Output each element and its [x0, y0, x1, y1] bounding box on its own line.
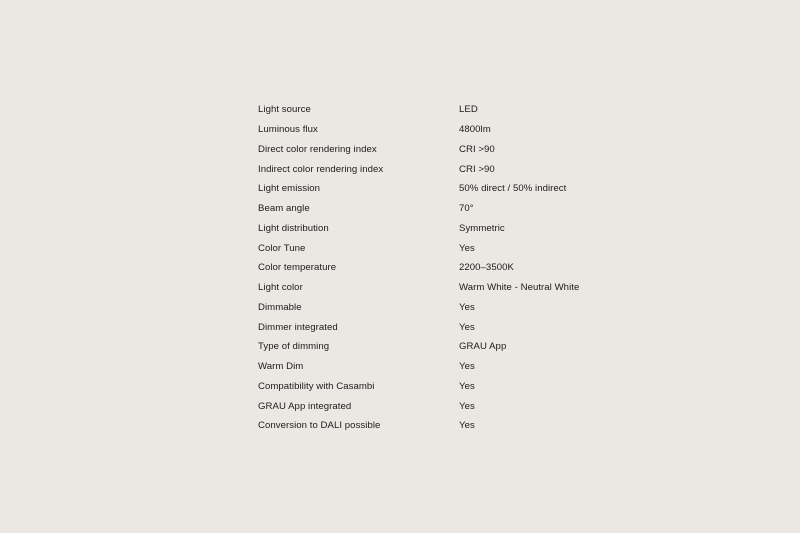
- spec-label: Dimmer integrated: [258, 321, 338, 333]
- spec-label: Beam angle: [258, 203, 310, 215]
- spec-value: CRI >90: [459, 143, 495, 155]
- spec-label: Conversion to DALI possible: [258, 420, 381, 432]
- spec-row-light-color: [258, 278, 618, 298]
- spec-label: GRAU App integrated: [258, 400, 352, 412]
- spec-value: 4800lm: [459, 124, 491, 136]
- spec-row-warm-dim: [258, 357, 618, 377]
- spec-label: Color temperature: [258, 262, 337, 274]
- spec-row-light-source: [258, 100, 618, 120]
- spec-label: Direct color rendering index: [258, 143, 377, 155]
- spec-value: Yes: [459, 242, 475, 254]
- spec-value: CRI >90: [459, 163, 495, 175]
- spec-value: Yes: [459, 400, 475, 412]
- spec-row-type-of-dimming: [258, 337, 618, 357]
- spec-row-dimmer-integrated: [258, 317, 618, 337]
- spec-label: Color Tune: [258, 242, 306, 254]
- spec-label: Warm Dim: [258, 361, 304, 373]
- spec-value: 50% direct / 50% indirect: [459, 183, 567, 195]
- spec-row-direct-cri: [258, 140, 618, 160]
- spec-row-luminous-flux: [258, 120, 618, 140]
- spec-value: Yes: [459, 361, 475, 373]
- spec-value: Yes: [459, 420, 475, 432]
- spec-row-beam-angle: [258, 199, 618, 219]
- spec-label: Indirect color rendering index: [258, 163, 384, 175]
- spec-row-grau-app: [258, 396, 618, 416]
- spec-row-dali: [258, 416, 618, 436]
- spec-value: Warm White - Neutral White: [459, 282, 580, 294]
- spec-row-color-tune: [258, 238, 618, 258]
- spec-label: Dimmable: [258, 301, 302, 313]
- spec-row-color-temperature: [258, 258, 618, 278]
- spec-value: Yes: [459, 321, 475, 333]
- spec-value: 2200–3500K: [459, 262, 514, 274]
- spec-label: Light color: [258, 282, 303, 294]
- spec-row-light-emission: [258, 179, 618, 199]
- spec-value: GRAU App: [459, 341, 507, 353]
- spec-label: Luminous flux: [258, 124, 318, 136]
- spec-label: Light source: [258, 104, 311, 116]
- spec-table: [258, 100, 618, 436]
- spec-label: Compatibility with Casambi: [258, 380, 375, 392]
- spec-label: Light distribution: [258, 222, 329, 234]
- spec-label: Type of dimming: [258, 341, 330, 353]
- spec-value: 70°: [459, 203, 474, 215]
- spec-label: Light emission: [258, 183, 321, 195]
- spec-value: Yes: [459, 301, 475, 313]
- spec-row-light-distribution: [258, 219, 618, 239]
- spec-row-indirect-cri: [258, 159, 618, 179]
- spec-value: Symmetric: [459, 222, 505, 234]
- spec-row-dimmable: [258, 298, 618, 318]
- spec-value: LED: [459, 104, 478, 116]
- spec-row-casambi: [258, 377, 618, 397]
- spec-value: Yes: [459, 380, 475, 392]
